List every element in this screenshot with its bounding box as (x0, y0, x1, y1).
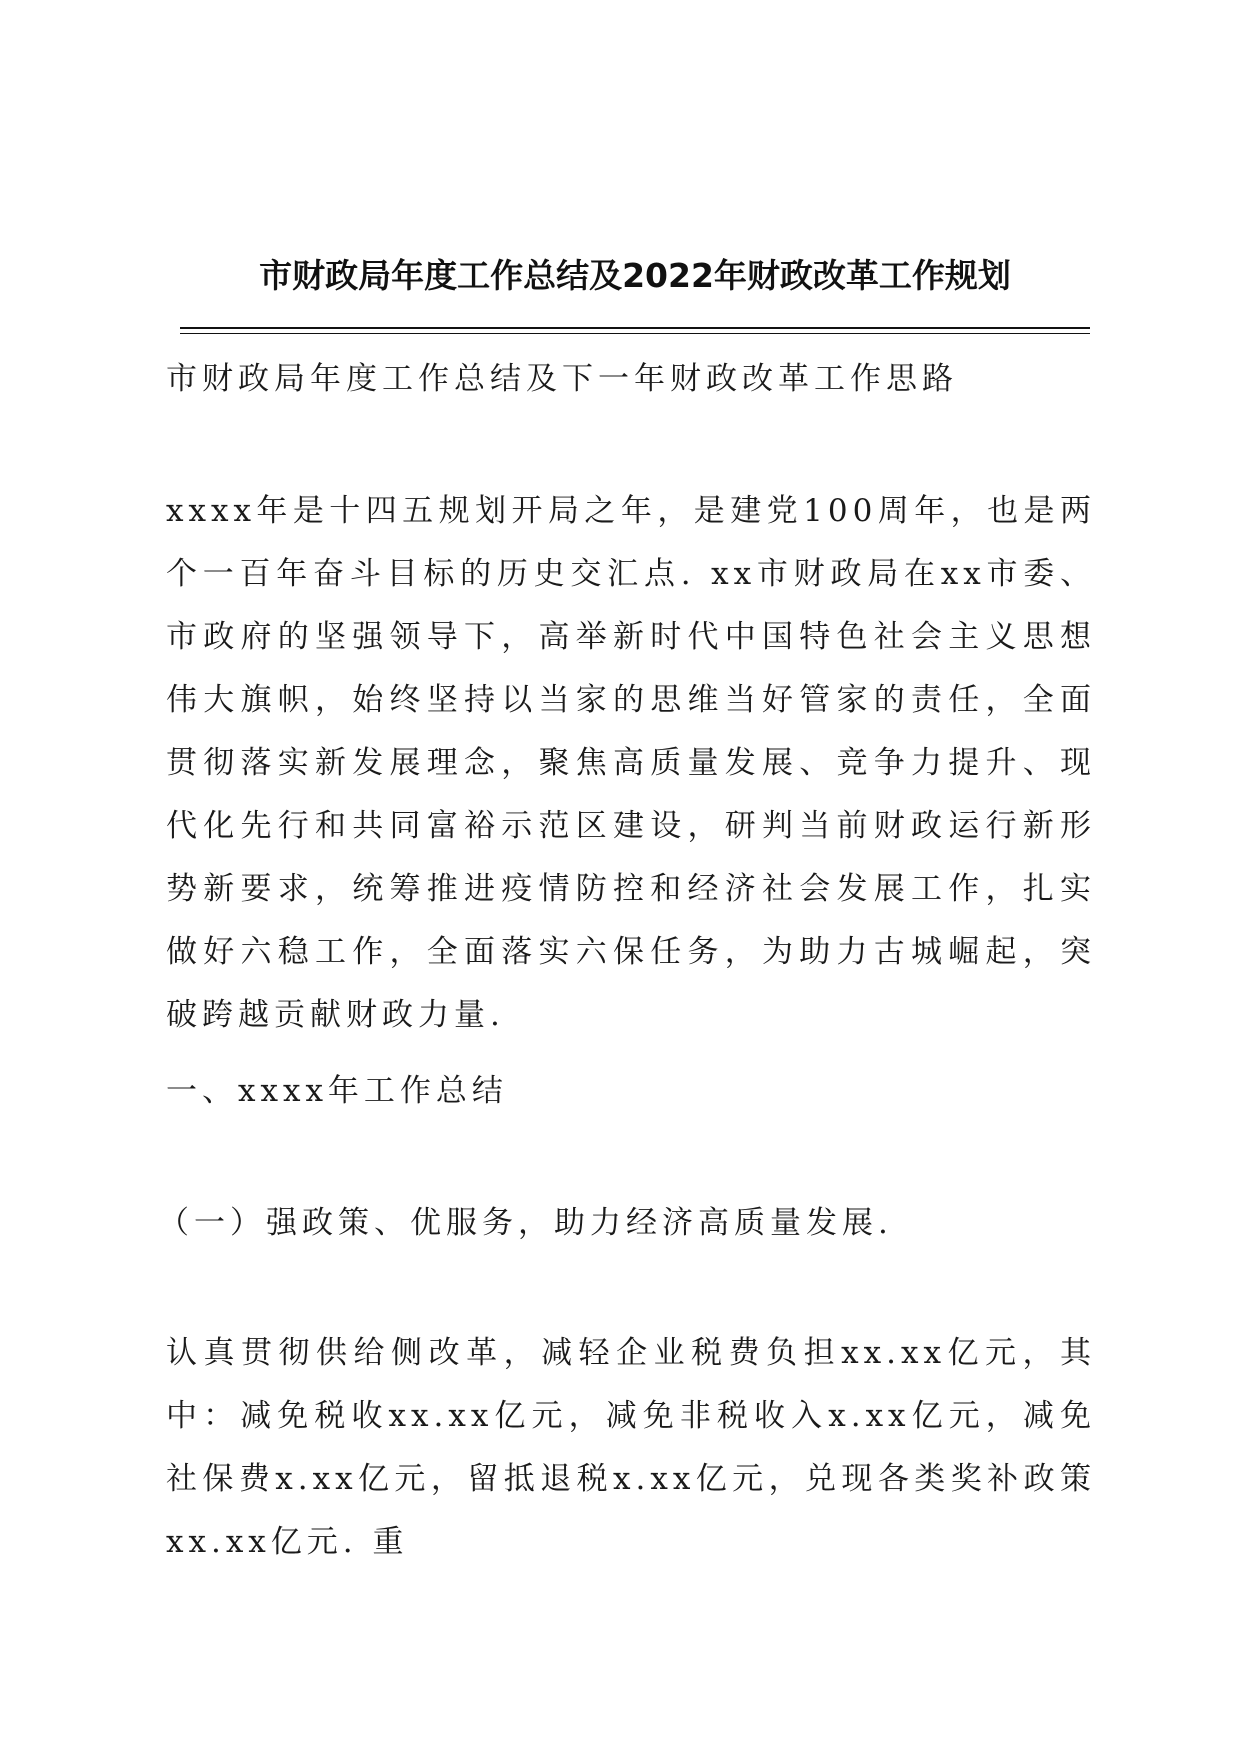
section-heading: 一、xxxx年工作总结 (166, 1073, 508, 1109)
title-divider-thin (180, 333, 1090, 334)
document-title: 市财政局年度工作总结及2022年财政改革工作规划 (259, 256, 1011, 295)
title-divider-thick (180, 327, 1090, 329)
document-subtitle: 市财政局年度工作总结及下一年财政改革工作思路 (166, 361, 958, 397)
sub-heading: （一）强政策、优服务，助力经济高质量发展. (158, 1205, 893, 1241)
intro-paragraph: xxxx年是十四五规划开局之年，是建党100周年，也是两个一百年奋斗目标的历史交汇点. xx市财政局在xx市委、市政府的坚强领导下，高举新时代中国特色社会主义思想伟大旗帜，始终坚持以当家的思维当好管家的责任，全面贯彻落实新发展理念，聚焦高质量发展、竞争力提升、现代化先行和共同富裕示范区建设，研判当前财政运行新形势新要求，统筹推进疫情防控和经济社会发展工作，扎实做好六稳工作，全面落实六保任务，为助力古城崛起，突破跨越贡献财政力量. (166, 493, 1096, 1033)
body-paragraph: 认真贯彻供给侧改革，减轻企业税费负担xx.xx亿元，其中：减免税收xx.xx亿元，减免非税收入x.xx亿元，减免社保费x.xx亿元，留抵退税x.xx亿元，兑现各类奖补政策xx.xx亿元. 重 (166, 1335, 1096, 1560)
